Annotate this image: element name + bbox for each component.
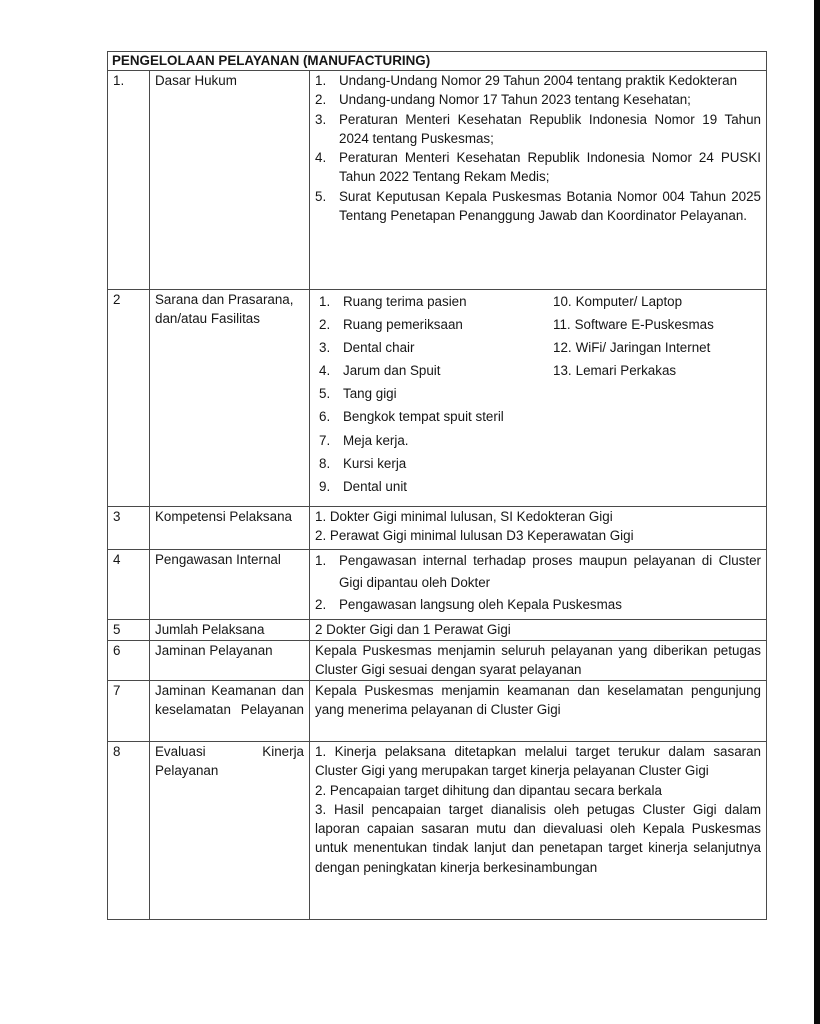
content-paragraph: 3. Hasil pencapaian target dianalisis oleh petugas Cluster Gigi dalam laporan capaian sasaran mutu dan dievaluasi oleh Kepala Puskesmas untuk menentukan tindak lanjut dan penetapan target kinerja selanjutnya dengan peningkatan kinerja berkesinambungan (315, 801, 761, 875)
content-paragraph: 2. Pencapaian target dihitung dan dipantau secara berkala (315, 782, 662, 798)
row-number: 6 (108, 641, 150, 681)
table-row (108, 71, 767, 290)
row-number: 5 (108, 620, 150, 641)
table-row (108, 290, 767, 507)
supervision-list (315, 550, 761, 616)
row-label: Sarana dan Prasarana, dan/atau Fasilitas (150, 290, 310, 507)
list-item: 11. Software E-Puskesmas (553, 317, 714, 333)
table-row (108, 550, 767, 620)
table-row (108, 620, 767, 641)
row-label: Kompetensi Pelaksana (150, 507, 310, 550)
row-number: 1. (108, 71, 150, 290)
facilities-lists (315, 290, 761, 498)
facilities-list-left (315, 290, 553, 498)
row-number: 4 (108, 550, 150, 620)
list-item: 9. Dental unit (319, 478, 408, 494)
row-content: Kepala Puskesmas menjamin keamanan dan keselamatan pengunjung yang menerima pelayanan di Cluster Gigi (310, 681, 767, 742)
list-item: 12. WiFi/ Jaringan Internet (553, 340, 711, 356)
row-number: 3 (108, 507, 150, 550)
row-label: Dasar Hukum (150, 71, 310, 290)
row-number: 8 (108, 742, 150, 920)
facilities-list-right (553, 290, 761, 498)
scan-edge (814, 0, 820, 1024)
list-item: 6. Bengkok tempat spuit steril (319, 409, 504, 425)
list-item: 4. Peraturan Menteri Kesehatan Republik Indonesia Nomor 24 PUSKI Tahun 2022 Tentang Rekam Medis; (315, 150, 761, 185)
list-item: 5. Surat Keputusan Kepala Puskesmas Botania Nomor 004 Tahun 2025 Tentang Penetapan Penanggung Jawab dan Koordinator Pelayanan. (315, 188, 761, 224)
row-content: 2 Dokter Gigi dan 1 Perawat Gigi (310, 620, 767, 641)
list-item: 7. Meja kerja. (319, 432, 409, 448)
table-row (108, 507, 767, 550)
row-content (310, 71, 767, 290)
content-line: 1. Dokter Gigi minimal lulusan, SI Kedokteran Gigi (315, 509, 613, 524)
table-title: PENGELOLAAN PELAYANAN (MANUFACTURING) (108, 52, 767, 71)
list-item: 8. Kursi kerja (319, 455, 407, 471)
table-row (108, 681, 767, 742)
list-item: 4. Jarum dan Spuit (319, 363, 441, 379)
row-number: 7 (108, 681, 150, 742)
list-item: 1. Undang-Undang Nomor 29 Tahun 2004 tentang praktik Kedokteran (315, 73, 738, 88)
row-content (310, 550, 767, 620)
row-label: Jaminan Pelayanan (150, 641, 310, 681)
row-label: Jaminan Keamanan dan keselamatan Pelayanan (150, 681, 310, 742)
list-item: 2. Undang-undang Nomor 17 Tahun 2023 tentang Kesehatan; (315, 92, 691, 108)
row-content (310, 742, 767, 920)
list-item: 2. Ruang pemeriksaan (319, 317, 463, 333)
list-item: 13. Lemari Perkakas (553, 363, 677, 379)
row-label: Jumlah Pelaksana (150, 620, 310, 641)
legal-basis-list (315, 71, 761, 225)
table-row (108, 641, 767, 681)
content-line: 2. Perawat Gigi minimal lulusan D3 Keperawatan Gigi (315, 528, 634, 544)
row-number: 2 (108, 290, 150, 507)
row-label: Pengawasan Internal (150, 550, 310, 620)
row-content (310, 507, 767, 550)
list-item: 1. Pengawasan internal terhadap proses maupun pelayanan di Cluster Gigi dipantau oleh Dokter (315, 553, 761, 590)
table-header-row (108, 52, 767, 71)
row-label: Evaluasi Kinerja Pelayanan (150, 742, 310, 920)
list-item: 5. Tang gigi (319, 386, 397, 402)
table-row (108, 742, 767, 920)
row-content: Kepala Puskesmas menjamin seluruh pelayanan yang diberikan petugas Cluster Gigi sesuai dengan syarat pelayanan (310, 641, 767, 681)
service-management-table (107, 51, 767, 920)
row-content (310, 290, 767, 507)
list-item: 2. Pengawasan langsung oleh Kepala Puskesmas (315, 597, 622, 612)
list-item: 3. Dental chair (319, 340, 415, 356)
list-item: 3. Peraturan Menteri Kesehatan Republik Indonesia Nomor 19 Tahun 2024 tentang Puskesmas; (315, 111, 761, 146)
content-paragraph: 1. Kinerja pelaksana ditetapkan melalui target terukur dalam sasaran Cluster Gigi yang merupakan target kinerja pelayanan Cluster Gigi (315, 744, 761, 779)
list-item: 1. Ruang terima pasien (319, 294, 467, 309)
list-item: 10. Komputer/ Laptop (553, 294, 683, 309)
